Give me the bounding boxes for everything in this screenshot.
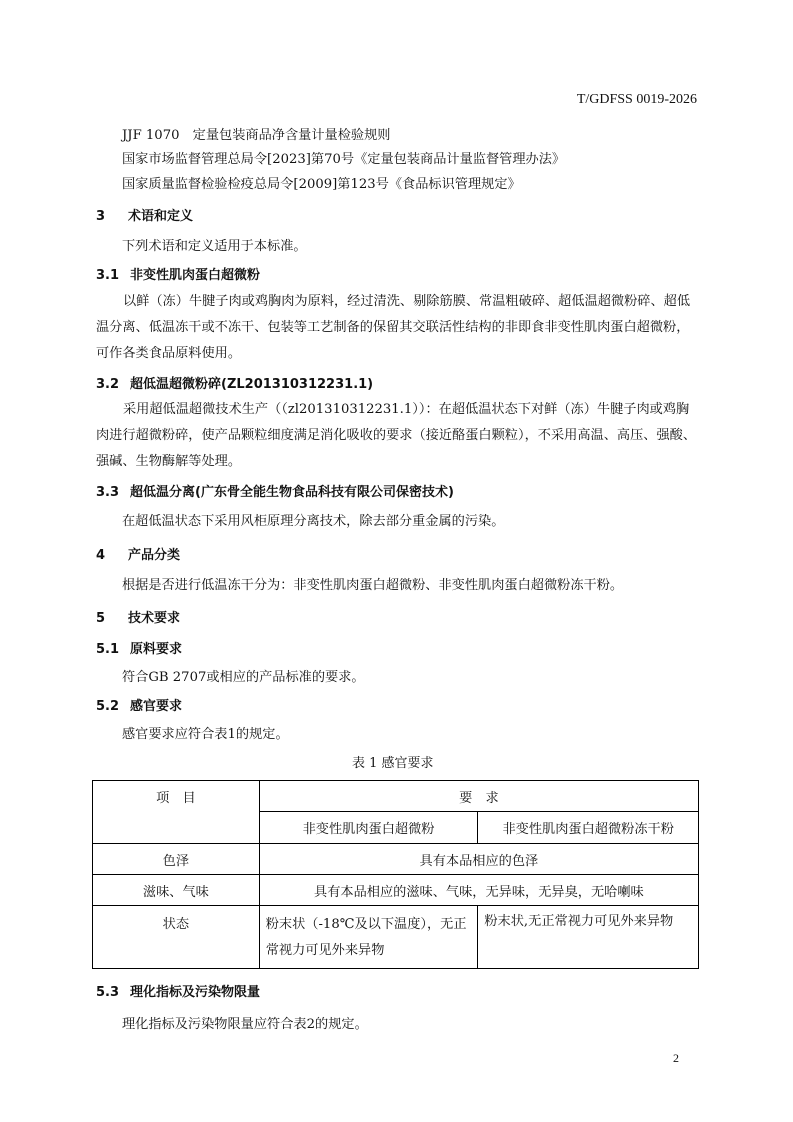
table-subheader-freeze-dried: 非变性肌肉蛋白超微粉冻干粉 <box>478 812 699 844</box>
section-3-2-heading <box>96 373 373 392</box>
section-3-3-text: 在超低温状态下采用风柜原理分离技术，除去部分重金属的污染。 <box>122 514 505 529</box>
table-cell-item: 滋味、气味 <box>93 875 260 906</box>
section-title: 理化指标及污染物限量 <box>130 985 261 1000</box>
section-3-1-heading <box>96 264 260 283</box>
section-3-2-text: 采用超低温超微技术生产（（zl201310312231.1））：在超低温状态下对鲜（冻）牛腱子肉或鸡胸肉进行超微粉碎，使产品颗粒细度满足消化吸收的要求（接近酪蛋白颗粒），不采用高温、高压、强酸、强碱、生物酶解等处理。 <box>96 402 697 469</box>
table-1-caption: 表 1 感官要求 <box>352 756 434 771</box>
section-title: 原料要求 <box>130 642 183 657</box>
section-title: 术语和定义 <box>128 209 194 224</box>
table-row <box>93 844 699 875</box>
section-number: 5 <box>96 611 106 626</box>
section-title: 非变性肌肉蛋白超微粉 <box>130 268 261 283</box>
table-cell-item: 状态 <box>93 906 260 969</box>
section-number: 4 <box>96 548 106 563</box>
table-cell-item: 色泽 <box>93 844 260 875</box>
table-header-requirement: 要 求 <box>259 781 698 812</box>
reference-jjf1070: JJF 1070 定量包装商品净含量计量检验规则 <box>122 128 391 143</box>
section-3-heading <box>96 205 193 224</box>
section-5-2-heading <box>96 695 182 714</box>
section-title: 超低温分离(广东骨全能生物食品科技有限公司保密技术) <box>130 485 454 500</box>
section-number: 5.2 <box>96 699 120 714</box>
table-row <box>93 906 699 969</box>
section-number: 5.1 <box>96 642 120 657</box>
section-5-1-text: 符合GB 2707或相应的产品标准的要求。 <box>122 670 365 685</box>
document-id: T/GDFSS 0019-2026 <box>576 92 697 107</box>
section-number: 3.3 <box>96 485 120 500</box>
table-row <box>93 875 699 906</box>
section-4-heading <box>96 544 180 563</box>
section-5-3-text: 理化指标及污染物限量应符合表2的规定。 <box>122 1017 368 1032</box>
section-title: 感官要求 <box>130 699 183 714</box>
section-title: 技术要求 <box>128 611 181 626</box>
table-cell-value: 具有本品相应的滋味、气味，无异味，无异臭，无哈喇味 <box>259 875 698 906</box>
table-subheader-powder: 非变性肌肉蛋白超微粉 <box>259 812 478 844</box>
section-3-3-heading <box>96 481 454 500</box>
table-1-sensory-requirements <box>92 780 699 969</box>
section-number: 3.2 <box>96 377 120 392</box>
section-number: 3 <box>96 209 106 224</box>
section-5-heading <box>96 607 180 626</box>
section-5-1-heading <box>96 638 182 657</box>
reference-order-123: 国家质量监督检验检疫总局令[2009]第123号《食品标识管理规定》 <box>122 177 521 192</box>
reference-order-70: 国家市场监督管理总局令[2023]第70号《定量包装商品计量监督管理办法》 <box>122 152 566 167</box>
section-5-2-text: 感官要求应符合表1的规定。 <box>122 727 289 742</box>
section-title: 超低温超微粉碎(ZL201310312231.1) <box>130 377 374 392</box>
section-number: 3.1 <box>96 268 120 283</box>
section-3-1-text: 以鲜（冻）牛腱子肉或鸡胸肉为原料，经过清洗、剔除筋膜、常温粗破碎、超低温超微粉碎、超低温分离、低温冻干或不冻干、包装等工艺制备的保留其交联活性结构的非即食非变性肌肉蛋白超微粉，可作各类食品原料使用。 <box>96 294 691 361</box>
section-5-3-heading <box>96 981 260 1000</box>
table-cell-value: 粉末状,无正常视力可见外来异物 <box>478 906 699 969</box>
table-cell-value: 粉末状（-18℃及以下温度），无正常视力可见外来异物 <box>259 906 478 969</box>
section-3-text: 下列术语和定义适用于本标准。 <box>122 239 307 254</box>
section-title: 产品分类 <box>128 548 181 563</box>
section-4-text: 根据是否进行低温冻干分为：非变性肌肉蛋白超微粉、非变性肌肉蛋白超微粉冻干粉。 <box>122 578 624 593</box>
section-number: 5.3 <box>96 985 120 1000</box>
table-cell-value: 具有本品相应的色泽 <box>259 844 698 875</box>
page-number: 2 <box>673 1051 679 1065</box>
table-header-item: 项 目 <box>93 781 260 844</box>
